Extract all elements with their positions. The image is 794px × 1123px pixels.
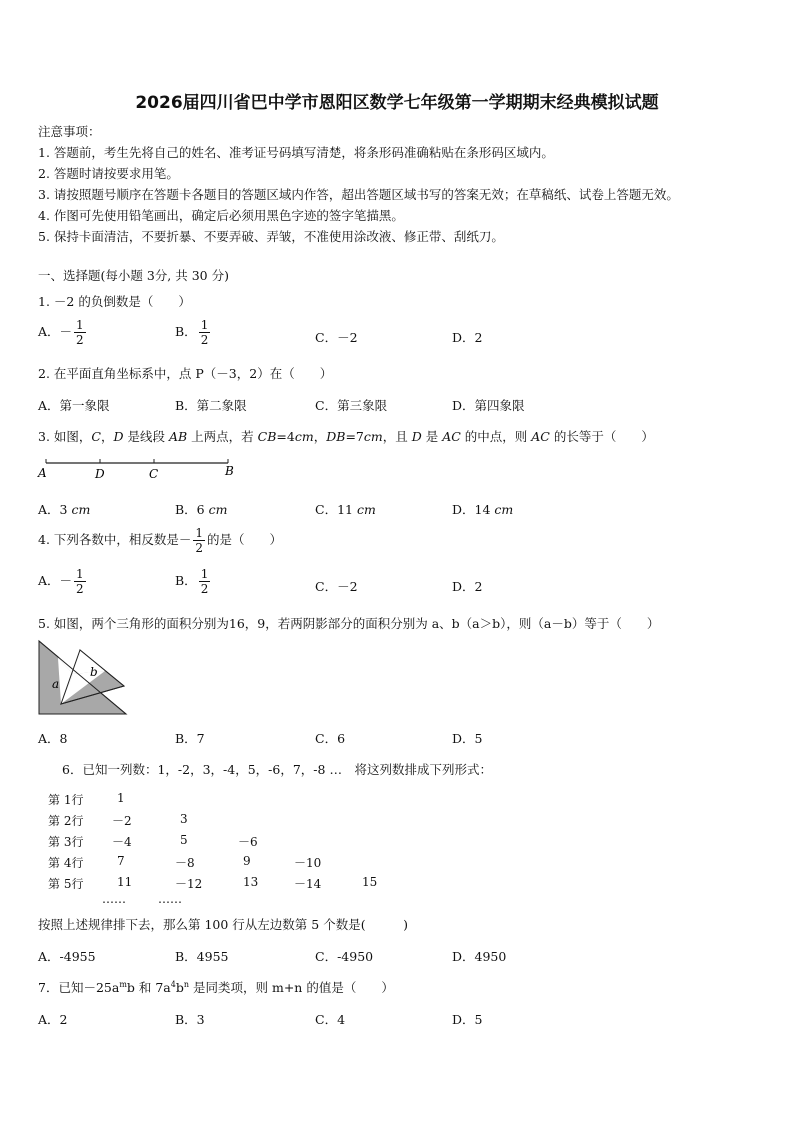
q5-option-b[interactable]: B．7: [175, 731, 205, 746]
ellipsis: ……: [102, 892, 126, 906]
label-b: b: [90, 665, 98, 679]
q2-option-c[interactable]: C．第三象限: [315, 398, 388, 413]
q4-option-d[interactable]: D．2: [452, 579, 483, 594]
q3-stem: 3. 如图，C，D 是线段 AB 上两点，若 CB=4cm，DB=7cm，且 D 是 AC 的中点，则 AC 的长等于（ ）: [38, 429, 654, 444]
row-value: －2: [112, 814, 132, 828]
q6-option-a[interactable]: A．-4955: [38, 949, 96, 964]
label-c: C: [149, 467, 159, 481]
q1-stem: 1. －2 的负倒数是（ ）: [38, 294, 191, 309]
q1-option-c[interactable]: C．－2: [315, 330, 358, 345]
q3-option-b[interactable]: B．6 cm: [175, 502, 228, 517]
q4-option-c[interactable]: C．－2: [315, 579, 358, 594]
q5-option-c[interactable]: C．6: [315, 731, 346, 746]
q3-option-c[interactable]: C．11 cm: [315, 502, 376, 517]
row-label: 第 2行: [48, 814, 84, 828]
q5-option-d[interactable]: D．5: [452, 731, 483, 746]
q6-question: 按照上述规律排下去，那么第 100 行从左边数第 5 个数是( ): [38, 917, 408, 932]
q1-option-b[interactable]: B． $\frac{1}{2}$: [175, 318, 209, 347]
q1-option-d[interactable]: D．2: [452, 330, 483, 345]
q7-option-b[interactable]: B．3: [175, 1012, 205, 1027]
row-value: －8: [175, 856, 195, 870]
label-a: a: [52, 677, 60, 691]
row-value: 11: [117, 875, 133, 889]
row-label: 第 4行: [48, 856, 84, 870]
q7-option-a[interactable]: A．2: [38, 1012, 68, 1027]
q3-segment-figure: [36, 455, 246, 485]
q6-stem: 6．已知一列数：1，-2，3，-4，5，-6，7，-8 … 将这列数排成下列形式：: [62, 762, 492, 777]
ellipsis: ……: [158, 892, 182, 906]
note-item: 1. 答题前，考生先将自己的姓名、准考证号码填写清楚，将条形码准确粘贴在条形码区域内。: [38, 145, 554, 160]
q7-stem: 7．已知$-25a^mb$ 和 $7a^4b^n$ 是同类项，则 m+n 的值是（ ）: [38, 979, 394, 995]
q4-option-a[interactable]: A．－ $\frac{1}{2}$: [38, 567, 84, 596]
section-heading: 一、选择题(每小题 3分, 共 30 分): [38, 268, 229, 283]
q2-option-a[interactable]: A．第一象限: [38, 398, 110, 413]
label-b: B: [225, 464, 234, 478]
fraction: $\frac{1}{2}$: [76, 567, 84, 596]
q6-option-d[interactable]: D．4950: [452, 949, 507, 964]
q2-option-d[interactable]: D．第四象限: [452, 398, 525, 413]
row-value: －10: [294, 856, 322, 870]
fraction: $\frac{1}{2}$: [195, 526, 204, 555]
row-value: －6: [238, 835, 258, 849]
row-value: 9: [243, 854, 251, 868]
note-item: 4. 作图可先使用铅笔画出，确定后必须用黑色字迹的签字笔描黑。: [38, 208, 404, 223]
note-item: 2. 答题时请按要求用笔。: [38, 166, 179, 181]
row-value: －14: [294, 877, 322, 891]
row-value: －12: [175, 877, 203, 891]
row-value: 13: [243, 875, 259, 889]
label-d: D: [95, 467, 105, 481]
row-value: 1: [117, 791, 125, 805]
row-label: 第 5行: [48, 877, 84, 891]
fraction: $\frac{1}{2}$: [200, 567, 209, 596]
q2-stem: 2. 在平面直角坐标系中，点 P（－3，2）在（ ）: [38, 366, 333, 381]
fraction: $\frac{1}{2}$: [76, 318, 84, 347]
row-value: 3: [180, 812, 188, 826]
row-label: 第 3行: [48, 835, 84, 849]
q6-option-b[interactable]: B．4955: [175, 949, 229, 964]
q3-option-a[interactable]: A．3 cm: [38, 502, 91, 517]
q2-option-b[interactable]: B．第二象限: [175, 398, 247, 413]
label-a: A: [38, 466, 47, 480]
q5-stem: 5. 如图，两个三角形的面积分别为16，9，若两阴影部分的面积分别为 a、b（a＞b），则（a－b）等于（ ）: [38, 616, 660, 631]
notes-heading: 注意事项：: [38, 124, 101, 139]
fraction: $\frac{1}{2}$: [200, 318, 209, 347]
q6-option-c[interactable]: C．-4950: [315, 949, 374, 964]
row-value: －4: [112, 835, 132, 849]
q4-stem: 4. 下列各数中，相反数是－ $\frac{1}{2}$ 的是（ ）: [38, 526, 283, 555]
q5-option-a[interactable]: A．8: [38, 731, 68, 746]
note-item: 3. 请按照题号顺序在答题卡各题目的答题区域内作答，超出答题区域书写的答案无效；在草稿纸、试卷上答题无效。: [38, 187, 679, 202]
q4-option-b[interactable]: B． $\frac{1}{2}$: [175, 567, 209, 596]
row-value: 5: [180, 833, 188, 847]
q7-option-d[interactable]: D．5: [452, 1012, 483, 1027]
page-title: 2026届四川省巴中学市恩阳区数学七年级第一学期期末经典模拟试题: [135, 93, 659, 113]
q3-option-d[interactable]: D．14 cm: [452, 502, 514, 517]
row-value: 15: [362, 875, 378, 889]
q1-option-a[interactable]: A．－ $\frac{1}{2}$: [38, 318, 84, 347]
row-label: 第 1行: [48, 793, 84, 807]
row-value: 7: [117, 854, 125, 868]
q5-triangles-figure: [36, 638, 131, 718]
note-item: 5. 保持卡面清洁，不要折暴、不要弄破、弄皱，不准使用涂改液、修正带、刮纸刀。: [38, 229, 504, 244]
q7-option-c[interactable]: C．4: [315, 1012, 346, 1027]
